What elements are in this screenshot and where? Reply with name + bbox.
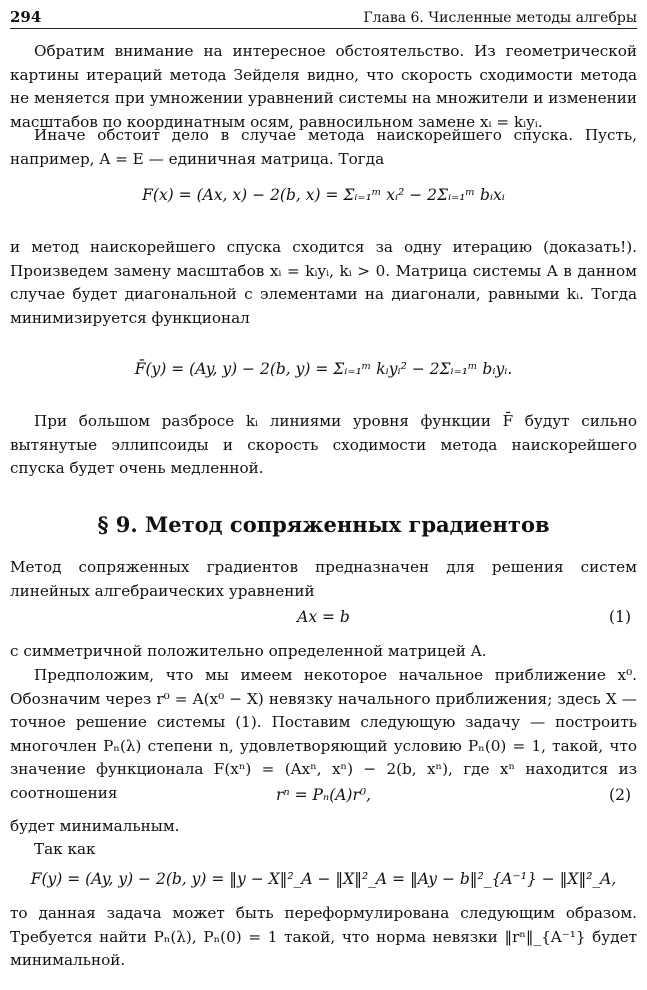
paragraph-seidel: Обратим внимание на интересное обстоятельство. Из геометрической картины итераций метода Зейделя видно, что скорость сходимости метода не меняется при умножении уравнений системы на множители и изменении масштабов по координатным осям, равносильном замене xᵢ = kᵢyᵢ. xyxy=(10,42,637,131)
paragraph-scale-change: и метод наискорейшего спуска сходится за одну итерацию (доказать!). Произведем замену масштабов xᵢ = kᵢyᵢ, kᵢ > 0. Матрица системы A в данном случае будет диагональной с элементами на диагонали, равными kᵢ. Тогда минимизируется функционал xyxy=(10,238,637,327)
paragraph-symmetric: с симметричной положительно определенной матрицей A. xyxy=(10,642,487,660)
paragraph-cg-intro: Метод сопряженных градиентов предназначен для решения систем линейных алгебраических уравнений xyxy=(10,558,637,600)
paragraph-reformulation: то данная задача может быть переформулирована следующим образом. Требуется найти Pₙ(λ), Pₙ(0) = 1 такой, что норма невязки ‖rⁿ‖_{A⁻¹} будет минимальной. xyxy=(10,904,637,970)
page-number: 294 xyxy=(10,8,42,26)
page-header xyxy=(10,4,637,29)
formula-system-body: Ax = b xyxy=(297,608,350,626)
paragraph-minimal: будет минимальным. xyxy=(10,817,180,835)
formula-residual xyxy=(10,786,637,804)
paragraph-problem: Предположим, что мы имеем некоторое начальное приближение x⁰. Обозначим через r⁰ = A(x⁰ − X) невязку начального приближения; здесь X — точное решение системы (1). Поставим следующую задачу — построить многочлен Pₙ(λ) степени n, удовлетворяющий условию Pₙ(0) = 1, такой, что значение функционала F(xⁿ) = (Axⁿ, xⁿ) − 2(b, xⁿ), где xⁿ находится из соотношения xyxy=(10,666,637,802)
formula-system xyxy=(10,608,637,626)
formula-F-x: F(x) = (Ax, x) − 2(b, x) = Σᵢ₌₁ᵐ xᵢ² − 2Σᵢ₌₁ᵐ bᵢxᵢ xyxy=(142,186,505,204)
formula-F-bar-y: F̄(y) = (Ay, y) − 2(b, y) = Σᵢ₌₁ᵐ kᵢyᵢ² − 2Σᵢ₌₁ᵐ bᵢyᵢ. xyxy=(134,360,513,378)
paragraph-ellipsoids: При большом разбросе kᵢ линиями уровня функции F̄ будут сильно вытянутые эллипсоиды и скорость сходимости метода наискорейшего спуска будет очень медленной. xyxy=(10,412,637,478)
formula-norms: F(y) = (Ay, y) − 2(b, y) = ‖y − X‖²_A − ‖X‖²_A = ‖Ay − b‖²_{A⁻¹} − ‖X‖²_A, xyxy=(30,870,617,888)
equation-number-2: (2) xyxy=(609,786,631,804)
paragraph-steepest-descent: Иначе обстоит дело в случае метода наискорейшего спуска. Пусть, например, A = E — единичная матрица. Тогда xyxy=(10,126,637,168)
equation-number-1: (1) xyxy=(609,608,631,626)
section-title: § 9. Метод сопряженных градиентов xyxy=(97,512,550,537)
formula-residual-body: rⁿ = Pₙ(A)r⁰, xyxy=(275,786,372,804)
paragraph-since: Так как xyxy=(34,840,96,858)
running-head: Глава 6. Численные методы алгебры xyxy=(363,10,637,26)
